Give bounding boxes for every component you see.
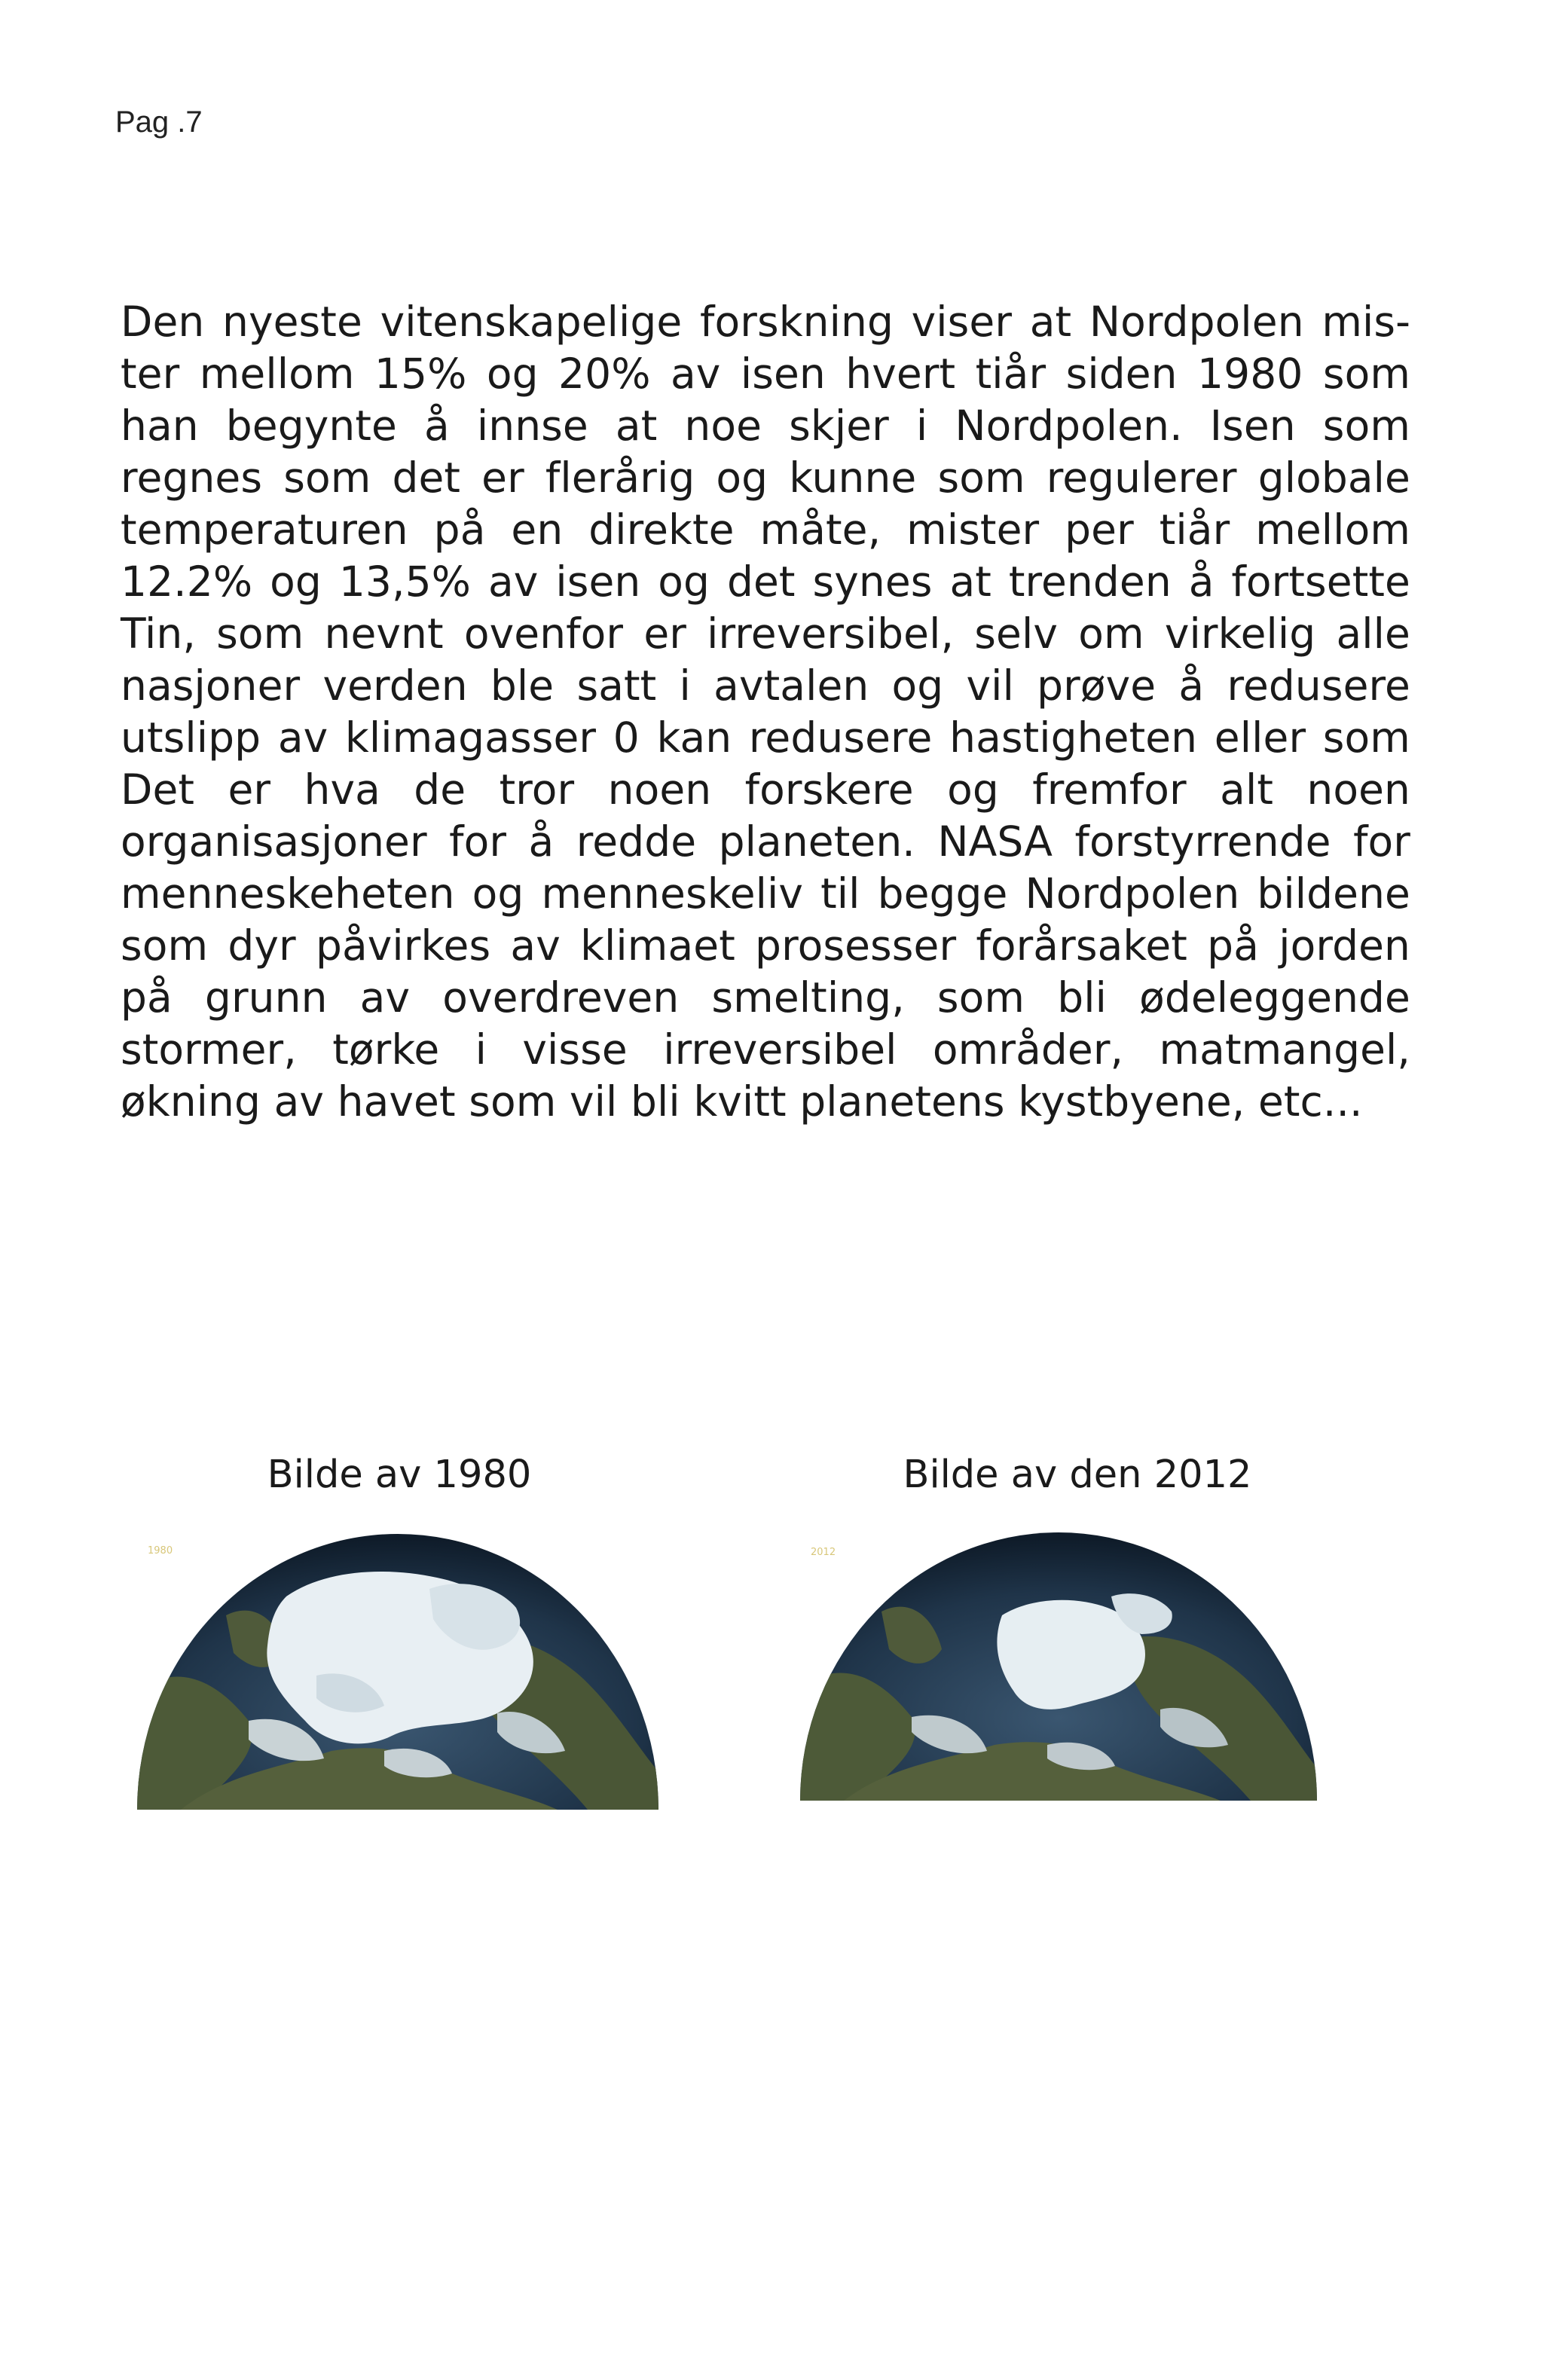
- page-number: Pag .7: [115, 105, 203, 139]
- figure-caption-2012: Bilde av den 2012: [903, 1453, 1252, 1497]
- year-stamp-1980: 1980: [148, 1545, 173, 1557]
- year-stamp-2012: 2012: [811, 1547, 836, 1558]
- arctic-ice-image-2012: [799, 1525, 1318, 1801]
- body-paragraph: Den nyeste vitenskapelige forskning viser at Nordpolen mister mellom 15% og 20% av isen hvert tiår siden 1980 som han begynte å innse at noe skjer i Nordpolen. Isen som regnes som det er flerårig og kunne som regulerer globale temperaturen på en direkte måte, mister per tiår mellom 12.2% og 13,5% av isen og det synes at trenden å fortsette Tin, som nevnt ovenfor er irreversibel, selv om virkelig alle nasjoner verden ble satt i avtalen og vil prøve å redusere utslipp av klimagasser 0 kan redusere hastigheten eller som Det er hva de tror noen forskere og fremfor alt noen organisasjoner for å redde planeten. NASA forstyrrende for menneskeheten og menneskeliv til begge Nordpolen bildene som dyr påvirkes av klimaet prosesser forårsaket på jorden på grunn av overdreven smelting, som bli ødeleggende stormer, tørke i visse irreversibel områder, matmangel, økning av havet som vil bli kvitt planetens kystbyene, etc...: [121, 298, 1410, 1126]
- figure-caption-1980: Bilde av 1980: [267, 1453, 532, 1497]
- arctic-ice-image-1980: [136, 1525, 660, 1810]
